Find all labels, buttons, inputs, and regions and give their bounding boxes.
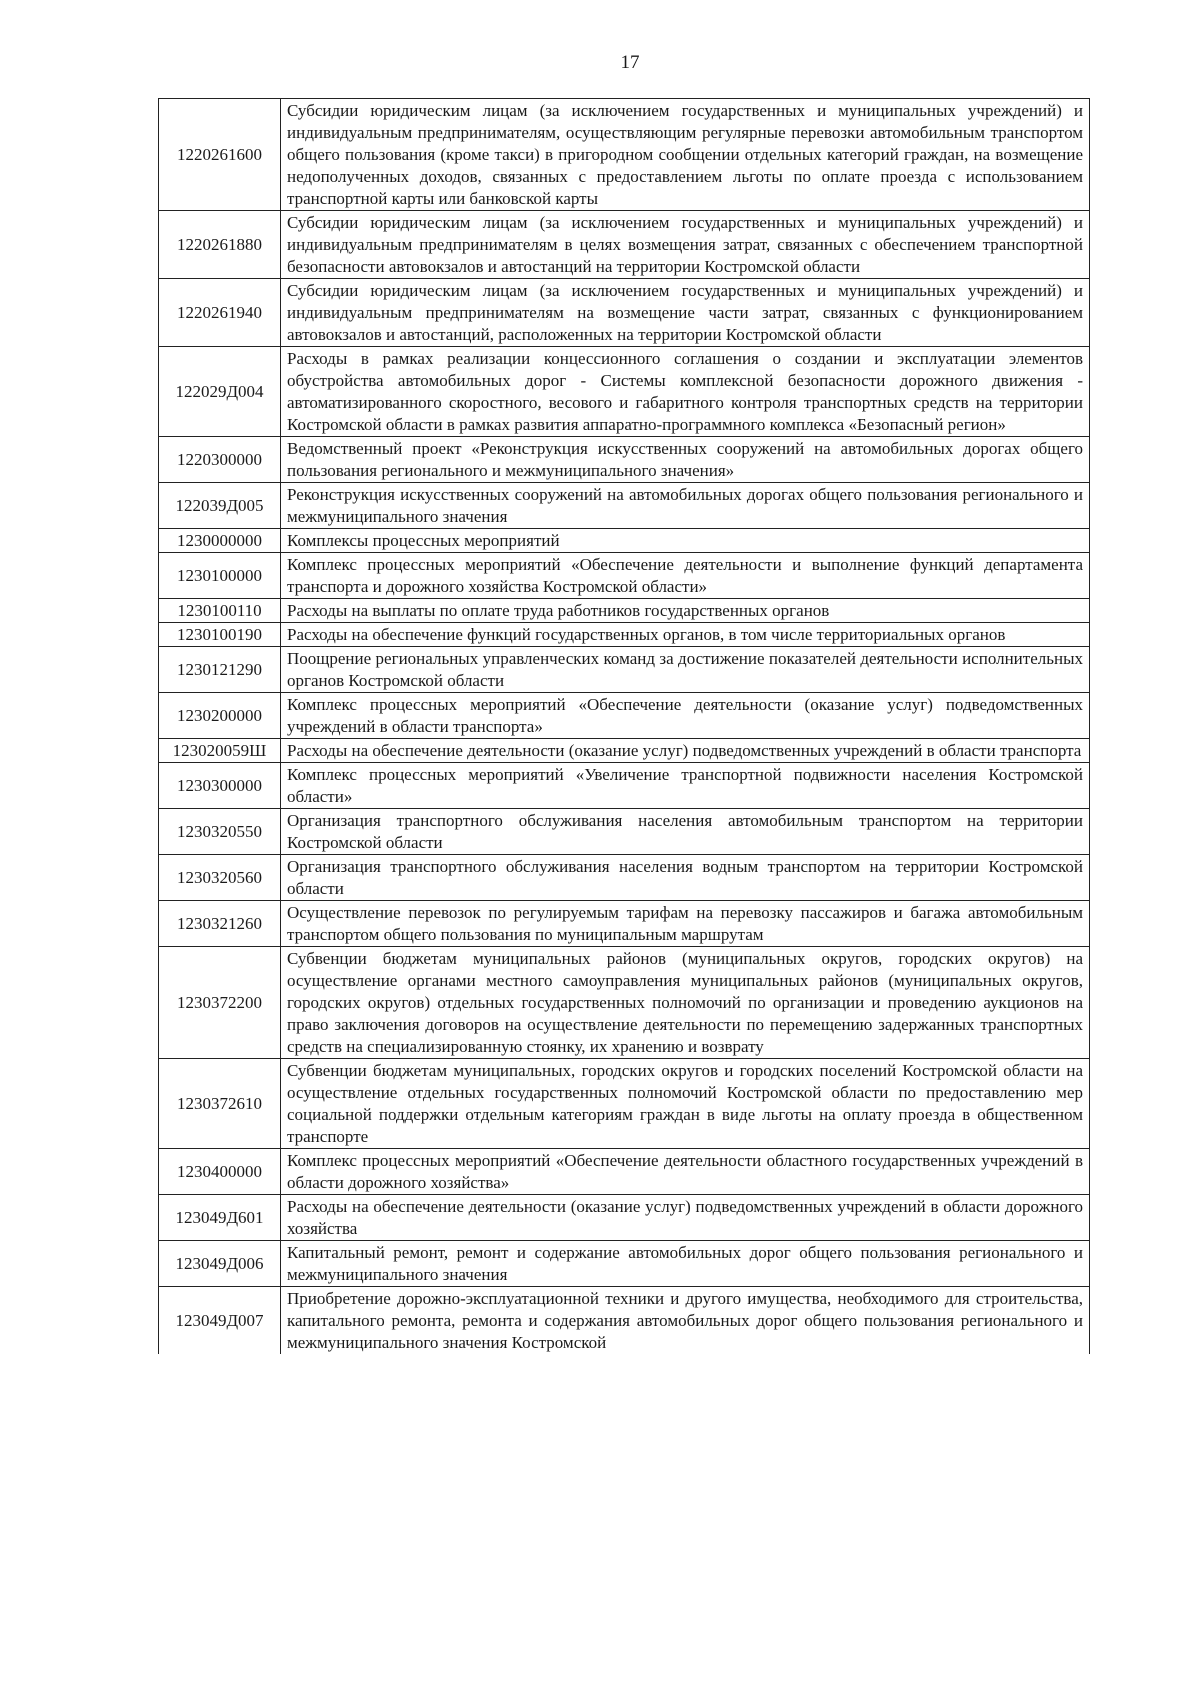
row-code: 1220261600 [159,99,281,211]
row-description: Субвенции бюджетам муниципальных, городских округов и городских поселений Костромской области на осуществление отдельных государственных полномочий Костромской области по предоставлению мер социальной поддержки отдельным категориям граждан в виде льготы на оплату проезда в общественном транспорте [281,1059,1090,1149]
row-description: Расходы на выплаты по оплате труда работников государственных органов [281,599,1090,623]
row-code: 1230320560 [159,855,281,901]
row-code: 1230000000 [159,529,281,553]
row-code: 1230121290 [159,647,281,693]
table-row [159,809,1090,855]
row-description: Ведомственный проект «Реконструкция искусственных сооружений на автомобильных дорогах общего пользования регионального и межмуниципального значения» [281,437,1090,483]
table-row [159,1059,1090,1149]
row-code: 1230400000 [159,1149,281,1195]
table-row [159,1287,1090,1355]
row-description: Субсидии юридическим лицам (за исключением государственных и муниципальных учреждений) и индивидуальным предпринимателям на возмещение части затрат, связанных с функционированием автовокзалов и автостанций, расположенных на территории Костромской области [281,279,1090,347]
row-code: 1230100000 [159,553,281,599]
row-code: 122039Д005 [159,483,281,529]
row-code: 1230321260 [159,901,281,947]
row-description: Комплекс процессных мероприятий «Обеспечение деятельности и выполнение функций департамента транспорта и дорожного хозяйства Костромской области» [281,553,1090,599]
row-code: 123049Д601 [159,1195,281,1241]
table-body [159,99,1090,1355]
row-code: 123049Д007 [159,1287,281,1355]
row-code: 122029Д004 [159,347,281,437]
row-description: Расходы в рамках реализации концессионного соглашения о создании и эксплуатации элементов обустройства автомобильных дорог - Системы комплексной безопасности дорожного движения - автоматизированного скоростного, весового и габаритного контроля транспортных средств на территории Костромской области в рамках развития аппаратно-программного комплекса «Безопасный регион» [281,347,1090,437]
table-row [159,855,1090,901]
row-description: Организация транспортного обслуживания населения автомобильным транспортом на территории Костромской области [281,809,1090,855]
row-description: Капитальный ремонт, ремонт и содержание автомобильных дорог общего пользования регионального и межмуниципального значения [281,1241,1090,1287]
table-row [159,529,1090,553]
row-code: 1230100190 [159,623,281,647]
row-description: Реконструкция искусственных сооружений на автомобильных дорогах общего пользования регионального и межмуниципального значения [281,483,1090,529]
table-row [159,693,1090,739]
table-row [159,99,1090,211]
table-row [159,279,1090,347]
row-description: Комплекс процессных мероприятий «Обеспечение деятельности областного государственных учреждений в области дорожного хозяйства» [281,1149,1090,1195]
row-code: 1220261880 [159,211,281,279]
table-row [159,901,1090,947]
row-code: 1230100110 [159,599,281,623]
table-row [159,947,1090,1059]
row-code: 1220300000 [159,437,281,483]
table-row [159,739,1090,763]
row-description: Комплексы процессных мероприятий [281,529,1090,553]
row-code: 1220261940 [159,279,281,347]
table-row [159,347,1090,437]
row-description: Расходы на обеспечение деятельности (оказание услуг) подведомственных учреждений в области транспорта [281,739,1090,763]
row-code: 123020059Ш [159,739,281,763]
row-description: Комплекс процессных мероприятий «Увеличение транспортной подвижности населения Костромской области» [281,763,1090,809]
row-code: 1230300000 [159,763,281,809]
table-row [159,1241,1090,1287]
table-row [159,211,1090,279]
row-description: Расходы на обеспечение деятельности (оказание услуг) подведомственных учреждений в области дорожного хозяйства [281,1195,1090,1241]
row-code: 1230320550 [159,809,281,855]
row-description: Расходы на обеспечение функций государственных органов, в том числе территориальных органов [281,623,1090,647]
row-description: Субсидии юридическим лицам (за исключением государственных и муниципальных учреждений) и индивидуальным предпринимателям, осуществляющим регулярные перевозки автомобильным транспортом общего пользования (кроме такси) в пригородном сообщении отдельных категорий граждан, на возмещение недополученных доходов, связанных с предоставлением льготы по оплате проезда с использованием транспортной карты или банковской карты [281,99,1090,211]
row-description: Субсидии юридическим лицам (за исключением государственных и муниципальных учреждений) и индивидуальным предпринимателям в целях возмещения затрат, связанных с обеспечением транспортной безопасности автовокзалов и автостанций на территории Костромской области [281,211,1090,279]
table-row [159,623,1090,647]
row-description: Приобретение дорожно-эксплуатационной техники и другого имущества, необходимого для строительства, капитального ремонта, ремонта и содержания автомобильных дорог общего пользования регионального и межмуниципального значения Костромской [281,1287,1090,1355]
row-description: Комплекс процессных мероприятий «Обеспечение деятельности (оказание услуг) подведомственных учреждений в области транспорта» [281,693,1090,739]
page-number: 17 [620,52,640,73]
row-code: 123049Д006 [159,1241,281,1287]
table-row [159,763,1090,809]
row-code: 1230372200 [159,947,281,1059]
budget-classification-table [158,98,1090,1354]
table-row [159,599,1090,623]
table-row [159,647,1090,693]
row-code: 1230200000 [159,693,281,739]
table-row [159,437,1090,483]
row-description: Организация транспортного обслуживания населения водным транспортом на территории Костромской области [281,855,1090,901]
table-row [159,1195,1090,1241]
row-description: Поощрение региональных управленческих команд за достижение показателей деятельности исполнительных органов Костромской области [281,647,1090,693]
table-row [159,1149,1090,1195]
row-code: 1230372610 [159,1059,281,1149]
table-row [159,483,1090,529]
table-row [159,553,1090,599]
row-description: Субвенции бюджетам муниципальных районов (муниципальных округов, городских округов) на осуществление органами местного самоуправления муниципальных районов (муниципальных округов, городских округов) отдельных государственных полномочий по организации и проведению аукционов на право заключения договоров на осуществление деятельности по перемещению задержанных транспортных средств на специализированную стоянку, их хранению и возврату [281,947,1090,1059]
row-description: Осуществление перевозок по регулируемым тарифам на перевозку пассажиров и багажа автомобильным транспортом общего пользования по муниципальным маршрутам [281,901,1090,947]
